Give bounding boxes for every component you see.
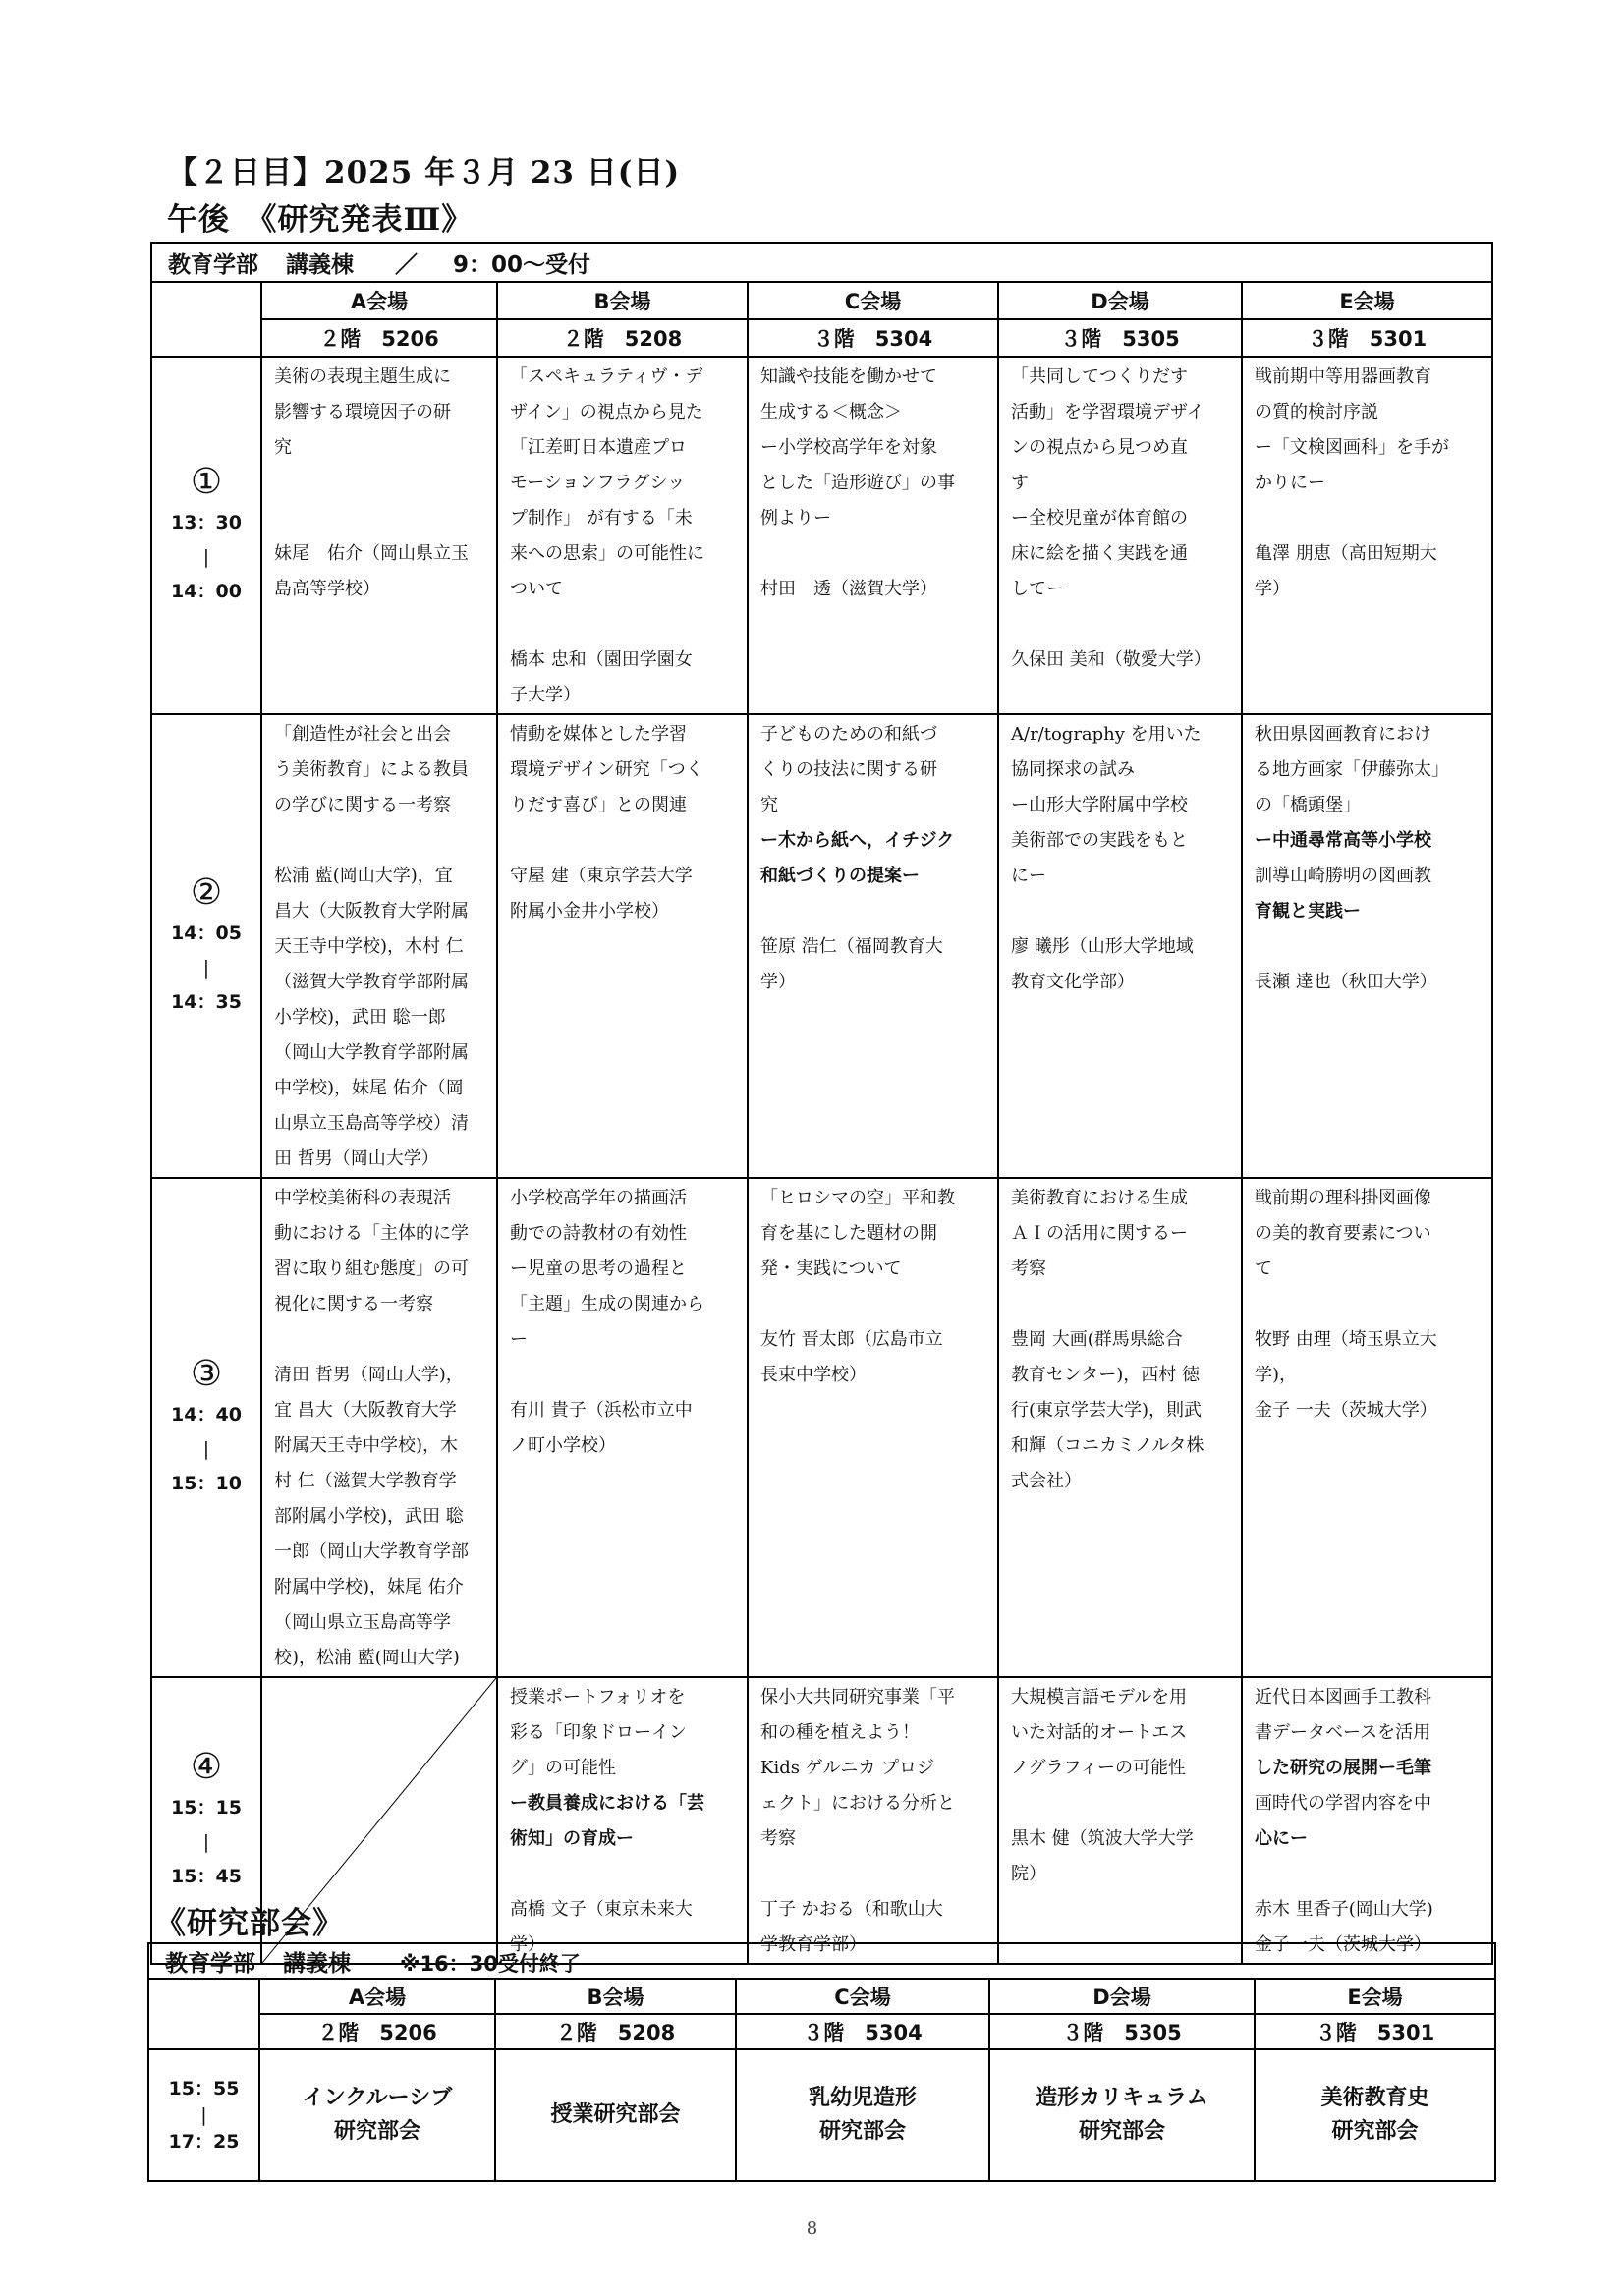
page-number: 8 <box>806 2218 818 2239</box>
presentation-line: 影響する環境因子の研 <box>274 402 451 422</box>
floor-c: ３階 5304 <box>748 319 998 357</box>
slot-time-cell <box>151 1178 261 1677</box>
presentation-line: 大規模言語モデルを用 <box>1011 1687 1188 1707</box>
presentation-line: 床に絵を描く実践を通 <box>1011 543 1188 564</box>
floor-a: ２階 5206 <box>261 319 497 357</box>
slot-end-time: 14：00 <box>171 581 242 602</box>
presentation-line: 長束中学校） <box>760 1365 867 1385</box>
presentation-line: かりにー <box>1255 473 1325 493</box>
presentation-line: 視化に関する一考察 <box>274 1294 433 1315</box>
venue-b: B会場 <box>497 282 748 319</box>
presentation-line: A/r/tography を用いた <box>1011 724 1202 745</box>
presentation-line: 長瀬 達也（秋田大学） <box>1255 972 1437 992</box>
presentation-line: 例よりー <box>760 508 831 529</box>
presentation-line: 橋本 忠和（園田学園女 <box>510 649 693 670</box>
presentation-line: ー「文検図画科」を手が <box>1255 437 1449 458</box>
presentation-line: ンの視点から見つめ直 <box>1011 437 1188 458</box>
presentation-cell-c <box>748 714 998 1178</box>
presentation-cell-e <box>1242 714 1492 1178</box>
presentation-line: 中学校)，妹尾 佑介（岡 <box>274 1078 464 1098</box>
line-gap <box>1255 501 1484 536</box>
presentation-line: 守屋 建（東京学芸大学 <box>510 866 693 886</box>
research-group-line: 研究部会 <box>333 2119 420 2144</box>
presentation-cell-b <box>497 357 748 714</box>
presentation-line: 和輝（コニカミノルタ株 <box>1011 1435 1204 1456</box>
presentation-line: とした「造形遊び」の事 <box>760 473 955 493</box>
presentation-line: 画時代の学習内容を中 <box>1255 1793 1431 1814</box>
line-gap <box>1255 1287 1484 1322</box>
venue-c: C会場 <box>748 282 998 319</box>
slot-end-time: 15：10 <box>171 1473 242 1494</box>
line-gap <box>760 536 989 572</box>
presentation-cell-c <box>748 1178 998 1677</box>
slot-start-time: 15：15 <box>171 1797 242 1819</box>
presentation-line: 笹原 浩仁（福岡教育大 <box>760 936 943 957</box>
venue-a: A会場 <box>261 282 497 319</box>
venue-e: E会場 <box>1242 282 1492 319</box>
presentation-line: （岡山県立玉島高等学 <box>274 1612 451 1633</box>
slot-start-time: 14：05 <box>171 923 242 944</box>
research-time-cell <box>148 2049 259 2181</box>
day-heading: 【２日目】2025 年３月 23 日(日) <box>167 155 681 191</box>
presentation-line: 術知」の育成ー <box>510 1828 634 1849</box>
line-gap <box>760 1857 989 1892</box>
presentation-line: 美術教育における生成 <box>1011 1188 1188 1208</box>
research-corner-cell <box>148 1979 259 2049</box>
presentation-line: 牧野 由理（埼玉県立大 <box>1255 1329 1437 1350</box>
presentation-line: 授業ポートフォリオを <box>510 1687 686 1707</box>
presentation-line: 活動」を学習環境デザイ <box>1011 402 1204 422</box>
research-floor-b: ２階 5208 <box>495 2014 736 2049</box>
banner-building: 講義棟 <box>286 252 355 278</box>
slot-time-cell <box>151 714 261 1178</box>
presentation-line: 究 <box>274 437 292 458</box>
presentation-line: 附属中学校)，妹尾 佑介 <box>274 1577 464 1597</box>
presentation-line: 高橋 文子（東京未来大 <box>510 1899 693 1920</box>
presentation-cell-d <box>998 357 1242 714</box>
presentation-line: 考察 <box>760 1828 796 1849</box>
presentation-line: ー全校児童が体育館の <box>1011 508 1188 529</box>
presentation-line: 行(東京学芸大学)，則武 <box>1011 1400 1203 1421</box>
presentation-line: 和の種を植えよう！ <box>760 1722 920 1743</box>
presentation-line: いた対話的オートエス <box>1011 1722 1188 1743</box>
floor-d: ３階 5305 <box>998 319 1242 357</box>
presentation-line: 式会社） <box>1011 1471 1082 1491</box>
presentation-cell-a <box>261 1178 497 1677</box>
presentation-line: 黒木 健（筑波大学大学 <box>1011 1828 1194 1849</box>
presentation-line: 習に取り組む態度」の可 <box>274 1259 469 1279</box>
presentation-line: 久保田 美和（敬愛大学） <box>1011 649 1211 670</box>
slot-row-3 <box>151 1178 1492 1677</box>
presentation-line: 附属天王寺中学校)，木 <box>274 1435 459 1456</box>
presentation-line: 「創造性が社会と出会 <box>274 724 451 745</box>
research-banner-building: 講義棟 <box>283 1950 352 1977</box>
presentation-cell-d <box>998 714 1242 1178</box>
presentation-line: ー <box>510 1329 528 1350</box>
presentation-line: 環境デザイン研究「つく <box>510 759 703 780</box>
presentation-line: グ」の可能性 <box>510 1758 616 1778</box>
presentation-line: ノグラフィーの可能性 <box>1011 1758 1187 1778</box>
line-gap <box>1011 894 1233 929</box>
presentation-line: 学） <box>760 972 796 992</box>
presentation-line: 金子 一夫（茨城大学） <box>1255 1400 1437 1421</box>
slot-number: ① <box>190 462 223 502</box>
presentation-line: 育を基にした題材の開 <box>760 1223 937 1244</box>
presentation-line: す <box>1011 473 1029 493</box>
presentation-cell-e <box>1242 1178 1492 1677</box>
presentation-line: 動での詩教材の有効性 <box>510 1223 687 1244</box>
research-group-table <box>147 1942 1496 2182</box>
presentation-line: ー児童の思考の過程と <box>510 1259 687 1279</box>
research-banner <box>148 1943 1495 1979</box>
presentation-line: ー教員養成における「芸 <box>510 1793 704 1814</box>
presentation-line: 有川 貴子（浜松市立中 <box>510 1400 693 1421</box>
floor-b: ２階 5208 <box>497 319 748 357</box>
line-gap <box>510 607 739 643</box>
research-venue-c: C会場 <box>736 1979 989 2014</box>
presentation-line: 訓導山崎勝明の図画教 <box>1255 866 1431 886</box>
presentation-line: 動における「主体的に学 <box>274 1223 469 1244</box>
presentation-line: 究 <box>760 795 778 815</box>
presentation-line: 校)，松浦 藍(岡山大学) <box>274 1648 460 1668</box>
presentation-line: 心にー <box>1255 1828 1308 1849</box>
line-gap <box>1011 1786 1233 1821</box>
presentation-line: 「共同してつくりだす <box>1011 366 1188 387</box>
presentation-line: 協同探求の試み <box>1011 759 1135 780</box>
presentation-line: 清田 哲男（岡山大学)， <box>274 1365 464 1385</box>
line-gap <box>760 1287 989 1322</box>
research-floor-c: ３階 5304 <box>736 2014 989 2049</box>
presentation-line: 「主題」生成の関連から <box>510 1294 704 1315</box>
presentation-line: 生成する＜概念＞ <box>760 402 902 422</box>
research-venue-b: B会場 <box>495 1979 736 2014</box>
presentation-line: 宜 昌大（大阪教育大学 <box>274 1400 457 1421</box>
research-venue-a: A会場 <box>259 1979 495 2014</box>
research-group-line: 研究部会 <box>818 2119 906 2144</box>
afternoon-heading: 午後 《研究発表Ⅲ》 <box>167 202 474 238</box>
presentation-line: 小学校)，武田 聡一郎 <box>274 1007 446 1028</box>
presentation-line: 院） <box>1011 1864 1046 1884</box>
presentation-line: 「ヒロシマの空」平和教 <box>760 1188 955 1208</box>
research-group-line: 乳幼児造形 <box>808 2086 917 2110</box>
presentation-line: の学びに関する一考察 <box>274 795 451 815</box>
presentation-line: にー <box>1011 866 1046 886</box>
presentation-line: 田 哲男（岡山大学） <box>274 1148 439 1169</box>
presentation-line: 彩る「印象ドローイン <box>510 1722 687 1743</box>
line-gap <box>1255 929 1484 965</box>
banner-faculty: 教育学部 <box>168 252 258 278</box>
presentation-line: 村 仁（滋賀大学教育学 <box>274 1471 457 1491</box>
presentation-cell-d <box>998 1178 1242 1677</box>
presentation-line: 来への思索」の可能性に <box>510 543 704 564</box>
venue-d: D会場 <box>998 282 1242 319</box>
banner-separator: ／ <box>395 252 419 278</box>
presentation-line: ー中通尋常高等小学校 <box>1255 830 1431 851</box>
slot-time-separator: | <box>202 546 210 568</box>
presentation-line: ー小学校高学年を対象 <box>760 437 937 458</box>
slot-start-time: 13：30 <box>171 512 242 533</box>
banner-reception: 9：00～受付 <box>453 252 591 278</box>
presentation-line: 書データベースを活用 <box>1255 1722 1431 1743</box>
presentation-cell-a <box>261 357 497 714</box>
presentation-schedule-table <box>150 242 1493 1965</box>
presentation-line: の美的教育要素につい <box>1255 1223 1431 1244</box>
line-gap <box>274 466 488 501</box>
presentation-cell-c <box>748 357 998 714</box>
slot-row-4 <box>151 1677 1492 1964</box>
research-group-b <box>495 2049 736 2181</box>
research-group-line: 造形カリキュラム <box>1036 2086 1208 2110</box>
presentation-line: した研究の展開ー毛筆 <box>1255 1758 1431 1778</box>
presentation-line: て <box>1255 1259 1272 1279</box>
presentation-line: 教育文化学部） <box>1011 972 1135 992</box>
slot-time-separator: | <box>202 1438 210 1460</box>
research-time-separator: | <box>200 2104 207 2126</box>
presentation-line: 育観と実践ー <box>1255 901 1361 922</box>
line-gap <box>274 1322 488 1358</box>
research-banner-note: ※16：30受付終了 <box>400 1951 581 1976</box>
research-group-line: 研究部会 <box>1078 2119 1165 2144</box>
research-group-line: インクルーシブ <box>302 2086 453 2110</box>
research-floor-a: ２階 5206 <box>259 2014 495 2049</box>
presentation-line: 戦前期中等用器画教育 <box>1255 366 1431 387</box>
floor-e: ３階 5301 <box>1242 319 1492 357</box>
presentation-line: 近代日本図画手工教科 <box>1255 1687 1431 1707</box>
presentation-line: 秋田県図画教育におけ <box>1255 724 1431 745</box>
slot-row-2 <box>151 714 1492 1178</box>
presentation-line: 豊岡 大画(群馬県総合 <box>1011 1329 1183 1350</box>
slot-row-1 <box>151 357 1492 714</box>
presentation-line: う美術教育」による教員 <box>274 759 469 780</box>
research-end-time: 17：25 <box>168 2131 240 2153</box>
schedule-banner <box>151 243 1492 282</box>
research-start-time: 15：55 <box>168 2078 240 2099</box>
research-group-d <box>989 2049 1255 2181</box>
research-floor-e: ３階 5301 <box>1255 2014 1495 2049</box>
corner-cell <box>151 282 261 357</box>
presentation-line: （滋賀大学教育学部附属 <box>274 972 469 992</box>
presentation-line: 保小大共同研究事業「平 <box>760 1687 955 1707</box>
presentation-cell-b <box>497 714 748 1178</box>
presentation-line: の質的検討序説 <box>1255 402 1378 422</box>
presentation-line: 「江差町日本遺産プロ <box>510 437 687 458</box>
slot-time-cell <box>151 357 261 714</box>
slot-end-time: 15：45 <box>171 1866 242 1887</box>
presentation-line: 発・実践について <box>760 1259 902 1279</box>
presentation-line: 子大学） <box>510 685 581 705</box>
presentation-line: 山県立玉島高等学校）清 <box>274 1113 469 1134</box>
line-gap <box>1011 1287 1233 1322</box>
presentation-line: してー <box>1011 579 1064 599</box>
presentation-line: 美術部での実践をもと <box>1011 830 1188 851</box>
presentation-line: 松浦 藍(岡山大学)，宜 <box>274 866 453 886</box>
slot-time-separator: | <box>202 957 210 979</box>
presentation-line: 廖 曦彤（山形大学地域 <box>1011 936 1194 957</box>
research-banner-faculty: 教育学部 <box>165 1950 255 1977</box>
presentation-line: 考察 <box>1011 1259 1046 1279</box>
presentation-line: ー山形大学附属中学校 <box>1011 795 1188 815</box>
research-title: 《研究部会》 <box>155 1906 344 1941</box>
research-group-e <box>1255 2049 1495 2181</box>
presentation-line: 戦前期の理科掛図画像 <box>1255 1188 1431 1208</box>
presentation-line: 情動を媒体とした学習 <box>510 724 687 745</box>
line-gap <box>274 501 488 536</box>
slot-number: ③ <box>190 1354 223 1394</box>
presentation-cell-d <box>998 1677 1242 1964</box>
line-gap <box>1011 607 1233 643</box>
presentation-line: ェクト」における分析と <box>760 1793 955 1814</box>
presentation-line: 村田 透（滋賀大学） <box>760 579 937 599</box>
presentation-line: （岡山大学教育学部附属 <box>274 1042 469 1063</box>
presentation-line: Kids ゲルニカ プロジ <box>760 1758 935 1778</box>
presentation-line: 天王寺中学校)，木村 仁 <box>274 936 464 957</box>
research-group-line: 研究部会 <box>1331 2119 1419 2144</box>
presentation-line: る地方画家「伊藤弥太」 <box>1255 759 1449 780</box>
presentation-line: ザイン」の視点から見た <box>510 402 703 422</box>
presentation-line: 妹尾 佑介（岡山県立玉 <box>274 543 469 564</box>
presentation-line: 金子一夫（茨城大学） <box>1255 1934 1431 1955</box>
presentation-line: 附属小金井小学校） <box>510 901 669 922</box>
research-venue-e: E会場 <box>1255 1979 1495 2014</box>
slot-start-time: 14：40 <box>171 1404 242 1426</box>
presentation-line: 子どものための和紙づ <box>760 724 937 745</box>
slot-end-time: 14：35 <box>171 991 242 1013</box>
presentation-line: 知識や技能を働かせて <box>760 366 937 387</box>
presentation-line: ノ町小学校） <box>510 1435 616 1456</box>
research-group-line: 美術教育史 <box>1320 2086 1429 2110</box>
presentation-line: 一郎（岡山大学教育学部 <box>274 1541 469 1562</box>
presentation-line: 教育センター)，西村 徳 <box>1011 1365 1201 1385</box>
research-group-a <box>259 2049 495 2181</box>
presentation-cell-e <box>1242 1677 1492 1964</box>
slot-number: ② <box>190 872 223 913</box>
presentation-line: 部附属小学校)，武田 聡 <box>274 1506 464 1527</box>
line-gap <box>274 823 488 859</box>
slot-number: ④ <box>190 1747 223 1787</box>
presentation-line: 昌大（大阪教育大学附属 <box>274 901 469 922</box>
presentation-line: 「スペキュラティヴ・デ <box>510 366 703 387</box>
presentation-line: ついて <box>510 579 563 599</box>
research-venue-d: D会場 <box>989 1979 1255 2014</box>
presentation-line: 学） <box>510 1934 545 1955</box>
presentation-cell-c <box>748 1677 998 1964</box>
line-gap <box>760 894 989 929</box>
presentation-line: 和紙づくりの提案ー <box>760 866 920 886</box>
presentation-line: ー木から紙へ，イチジク <box>760 830 955 851</box>
presentation-line: くりの技法に関する研 <box>760 759 937 780</box>
presentation-line: 学)， <box>1255 1365 1298 1385</box>
presentation-line: 島高等学校） <box>274 579 380 599</box>
line-gap <box>510 823 739 859</box>
line-gap <box>1255 1857 1484 1892</box>
presentation-line: 学） <box>1255 579 1290 599</box>
presentation-line: 赤木 里香子(岡山大学) <box>1255 1899 1433 1920</box>
presentation-line: りだす喜び」との関連 <box>510 795 687 815</box>
presentation-line: 中学校美術科の表現活 <box>274 1188 451 1208</box>
presentation-line: 亀澤 朋恵（高田短期大 <box>1255 543 1437 564</box>
presentation-line: 友竹 晋太郎（広島市立 <box>760 1329 943 1350</box>
line-gap <box>510 1857 739 1892</box>
presentation-line: ＡＩの活用に関するー <box>1011 1223 1188 1244</box>
presentation-line: モーションフラグシッ <box>510 473 686 493</box>
line-gap <box>510 1358 739 1393</box>
presentation-line: 小学校高学年の描画活 <box>510 1188 687 1208</box>
presentation-cell-b <box>497 1178 748 1677</box>
presentation-cell-a <box>261 714 497 1178</box>
presentation-cell-b <box>497 1677 748 1964</box>
presentation-cell-e <box>1242 357 1492 714</box>
presentation-line: 学教育学部） <box>760 1934 867 1955</box>
slot-time-separator: | <box>202 1831 210 1853</box>
presentation-line: の「橋頭堡」 <box>1255 795 1361 815</box>
presentation-line: プ制作」 が有する「未 <box>510 508 693 529</box>
presentation-line: 美術の表現主題生成に <box>274 366 451 387</box>
research-group-line: 授業研究部会 <box>550 2102 681 2127</box>
presentation-line: 丁子 かおる（和歌山大 <box>760 1899 943 1920</box>
research-group-c <box>736 2049 989 2181</box>
research-floor-d: ３階 5305 <box>989 2014 1255 2049</box>
